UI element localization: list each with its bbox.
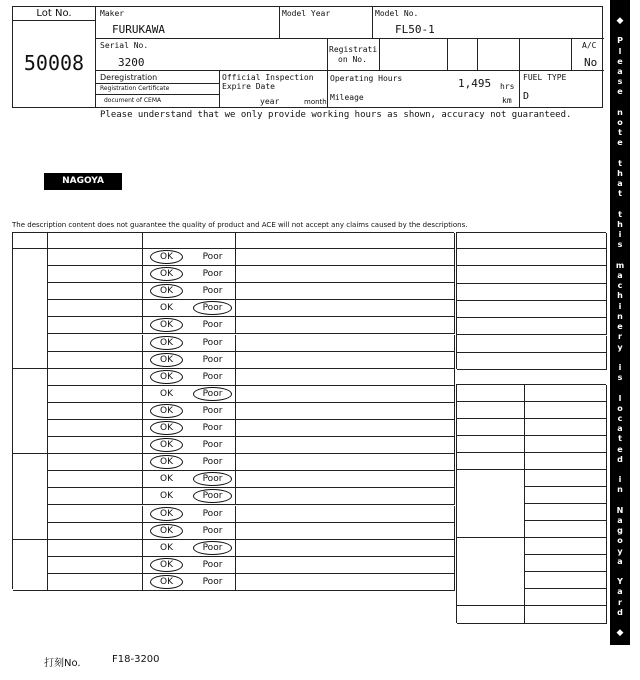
location-sidebar [610, 0, 630, 645]
remark-text [236, 540, 455, 557]
poor-cell [190, 557, 236, 574]
right-part-name [457, 419, 525, 436]
part-name [48, 437, 143, 454]
part-name [48, 488, 143, 505]
right-parts-header [457, 385, 525, 402]
right-part-name [457, 453, 525, 470]
remark-blank-row [457, 353, 607, 370]
ok-cell [143, 352, 190, 369]
poor-cell [190, 403, 236, 420]
right-cond-value [525, 504, 607, 521]
work-equipment-label [457, 538, 525, 606]
lot-number: 50008 [23, 51, 85, 75]
remark-blank-row [457, 318, 607, 335]
notice-text: Please understand that we only provide working hours as shown, accuracy not guaranteed. [100, 110, 572, 120]
other-spec-label [457, 606, 525, 624]
right-remarks-table [456, 232, 606, 369]
dereg-label: Deregistration [100, 73, 158, 82]
remark-text [236, 352, 455, 369]
poor-cell [190, 352, 236, 369]
ok-mark: OK [150, 267, 183, 281]
poor-cell [190, 300, 236, 317]
item-group-label [13, 540, 47, 590]
ok-mark: OK [160, 542, 173, 553]
part-name [48, 506, 143, 523]
right-cond-value [525, 487, 607, 504]
ok-mark: OK [150, 507, 183, 521]
poor-mark: Poor [202, 371, 223, 382]
mileage-label: Mileage [330, 93, 364, 102]
part-name [48, 335, 143, 352]
remark-blank-row [457, 266, 607, 283]
ok-mark: OK [160, 388, 173, 399]
poor-cell [190, 471, 236, 488]
ok-cell [143, 420, 190, 437]
poor-cell [190, 283, 236, 300]
item-group-label [13, 454, 47, 539]
part-name [48, 471, 143, 488]
remark-text [236, 574, 455, 591]
poor-mark: Poor [202, 576, 223, 587]
part-name [48, 403, 143, 420]
right-cond-value [525, 555, 607, 572]
remark-text [236, 488, 455, 505]
ok-mark: OK [150, 404, 183, 418]
fuel-type-label: FUEL TYPE [523, 73, 567, 82]
part-name [48, 352, 143, 369]
poor-mark: Poor [202, 269, 223, 280]
poor-mark: Poor [202, 559, 223, 570]
ok-cell [143, 523, 190, 540]
ok-cell [143, 369, 190, 386]
registration-label-2: on No. [338, 55, 367, 64]
lot-label: Lot No. [13, 7, 95, 21]
part-name [48, 266, 143, 283]
lot-box [12, 6, 96, 108]
remark-text [236, 420, 455, 437]
registration-label-1: Registrati [329, 45, 378, 54]
model-no-value: FL50-1 [395, 23, 435, 36]
remark-text [236, 471, 455, 488]
location-badge: NAGOYA [44, 173, 122, 190]
ok-mark: OK [150, 370, 183, 384]
poor-cell [190, 317, 236, 334]
ok-mark: OK [150, 284, 183, 298]
ac-label: A/C [582, 41, 597, 50]
poor-cell [190, 506, 236, 523]
poor-mark: Poor [202, 286, 223, 297]
ok-cell [143, 300, 190, 317]
poor-cell [190, 266, 236, 283]
remark-blank-row [457, 284, 607, 301]
model-year-label: Model Year [282, 9, 331, 18]
ok-cell [143, 266, 190, 283]
poor-mark: Poor [202, 440, 223, 451]
remark-text [236, 506, 455, 523]
ok-cell [143, 283, 190, 300]
poor-mark: Poor [202, 320, 223, 331]
ok-cell [143, 249, 190, 266]
fuel-type-value: D [523, 91, 530, 102]
part-name [48, 300, 143, 317]
hrs-label: hrs [500, 82, 515, 91]
poor-mark: Poor [202, 525, 223, 536]
ok-mark: OK [160, 491, 173, 502]
model-no-label: Model No. [375, 9, 419, 18]
remark-text [236, 249, 455, 266]
right-cond-value [525, 436, 607, 453]
col-remarks-header [236, 233, 455, 249]
remark-text [236, 283, 455, 300]
remark-blank-row [457, 336, 607, 353]
operating-value: 1,495 [458, 77, 492, 90]
remark-text [236, 386, 455, 403]
ok-mark: OK [150, 250, 183, 264]
poor-mark: Poor [202, 457, 223, 468]
poor-mark: Poor [202, 354, 223, 365]
remark-text [236, 335, 455, 352]
right-cond-value [525, 572, 607, 589]
item-group-cell [13, 369, 48, 455]
poor-cell [190, 420, 236, 437]
dereg-cert: Registration Certificate [100, 85, 170, 92]
other-spec-value [525, 606, 607, 624]
remark-text [236, 557, 455, 574]
poor-cell [190, 574, 236, 591]
ok-mark: OK [150, 558, 183, 572]
right-part-name [457, 470, 525, 538]
poor-cell [190, 488, 236, 505]
official-label-1: Official Inspection [222, 73, 314, 82]
right-cond-value [525, 470, 607, 487]
remark-text [236, 317, 455, 334]
right-cond-value [525, 521, 607, 538]
operating-label: Operating Hours [330, 74, 403, 83]
ok-mark: OK [150, 524, 183, 538]
serial-value: 3200 [118, 56, 145, 69]
remark-text [236, 523, 455, 540]
ac-value: No [584, 56, 598, 69]
poor-mark: Poor [202, 423, 223, 433]
right-part-name [457, 436, 525, 453]
remark-text [236, 454, 455, 471]
sidebar-text: ◆ P l e a s e n o t e t h a t t h i s m a c h i n e r y i s l o c a t e d i n N a g o y a Y a r d ◆ [615, 16, 625, 639]
item-group-cell [13, 454, 48, 540]
poor-cell [190, 454, 236, 471]
poor-mark: Poor [202, 337, 223, 348]
item-group-cell [13, 249, 48, 369]
poor-cell [190, 369, 236, 386]
ok-cell [143, 437, 190, 454]
right-remarks-header [457, 233, 607, 249]
col-parts-header [48, 233, 143, 249]
ok-cell [143, 506, 190, 523]
ok-cell [143, 574, 190, 591]
poor-mark: Poor [202, 252, 223, 262]
dereg-doc: document of CEMA [104, 97, 162, 104]
col-item-header [13, 233, 48, 249]
ok-cell [143, 540, 190, 557]
poor-mark: Poor [193, 489, 233, 503]
remark-text [236, 403, 455, 420]
part-name [48, 557, 143, 574]
footer-value: F18-3200 [112, 654, 160, 665]
poor-mark: Poor [193, 472, 233, 486]
right-part-name [457, 402, 525, 419]
ok-cell [143, 317, 190, 334]
part-name [48, 249, 143, 266]
month-label: month [304, 98, 327, 106]
remark-text [236, 437, 455, 454]
right-parts-table [456, 384, 606, 623]
part-name [48, 420, 143, 437]
part-name [48, 386, 143, 403]
ok-cell [143, 488, 190, 505]
right-cond-value [525, 589, 607, 606]
ok-mark: OK [150, 455, 183, 469]
part-name [48, 540, 143, 557]
remark-blank-row [457, 249, 607, 266]
remark-text [236, 369, 455, 386]
ok-cell [143, 471, 190, 488]
part-name [48, 283, 143, 300]
col-condition-header [143, 233, 236, 249]
poor-cell [190, 523, 236, 540]
ok-mark: OK [150, 336, 183, 350]
poor-mark: Poor [193, 387, 233, 401]
part-name [48, 523, 143, 540]
ok-cell [143, 335, 190, 352]
header-grid [95, 6, 603, 108]
poor-cell [190, 540, 236, 557]
official-label-2: Expire Date [222, 82, 275, 91]
ok-mark: OK [150, 318, 183, 332]
poor-cell [190, 386, 236, 403]
ok-mark: OK [150, 575, 183, 589]
ok-mark: OK [150, 438, 183, 452]
remark-blank-row [457, 301, 607, 318]
ok-cell [143, 454, 190, 471]
footer-label: 打刻No. [44, 658, 81, 669]
maker-label: Maker [100, 9, 125, 18]
right-cond-value [525, 402, 607, 419]
inspection-table [12, 232, 454, 589]
poor-cell [190, 437, 236, 454]
item-group-label [13, 249, 47, 368]
poor-cell [190, 335, 236, 352]
ok-mark: OK [160, 474, 173, 485]
maker-value: FURUKAWA [112, 23, 165, 36]
right-cond-value [525, 419, 607, 436]
disclaimer-text: The description content does not guarantee the quality of product and ACE will not accept any claims caused by the descriptions. [12, 221, 468, 229]
ok-mark: OK [150, 353, 183, 367]
poor-mark: Poor [193, 301, 233, 315]
ok-cell [143, 557, 190, 574]
item-group-cell [13, 540, 48, 591]
part-name [48, 454, 143, 471]
remark-text [236, 300, 455, 317]
serial-label: Serial No. [100, 41, 149, 50]
poor-mark: Poor [202, 508, 223, 519]
poor-mark: Poor [193, 541, 233, 555]
part-name [48, 574, 143, 591]
right-cond-value [525, 453, 607, 470]
item-group-label [13, 369, 47, 454]
part-name [48, 317, 143, 334]
remark-text [236, 266, 455, 283]
right-condition-header [525, 385, 607, 402]
poor-cell [190, 249, 236, 266]
part-name [48, 369, 143, 386]
ok-cell [143, 403, 190, 420]
ok-mark: OK [150, 421, 183, 435]
ok-mark: OK [160, 303, 173, 314]
right-cond-value [525, 538, 607, 555]
year-label: year [260, 97, 280, 106]
poor-mark: Poor [202, 405, 223, 416]
km-label: km [502, 96, 512, 105]
ok-cell [143, 386, 190, 403]
